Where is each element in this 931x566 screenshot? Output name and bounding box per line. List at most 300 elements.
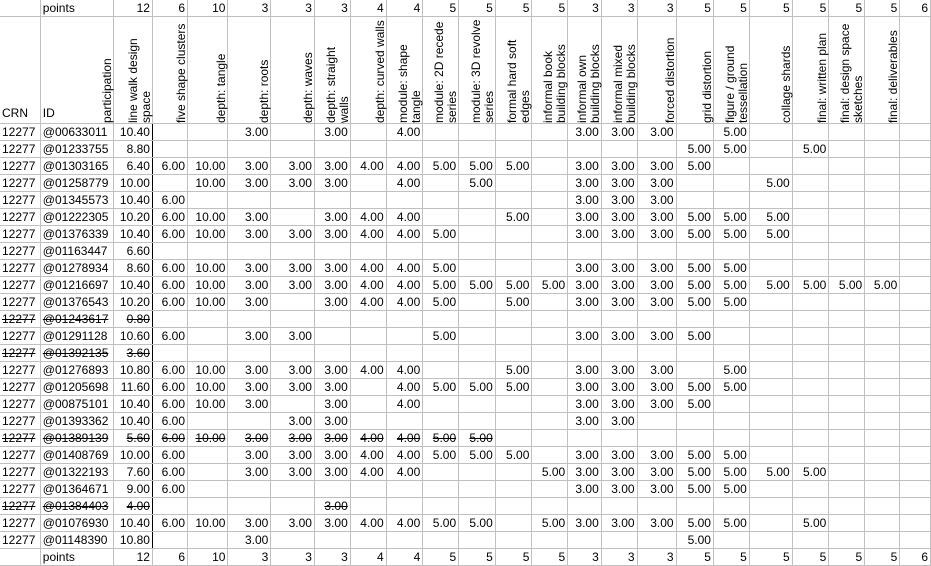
score-cell[interactable]: 4.00 (350, 226, 386, 243)
score-cell[interactable]: 3.00 (637, 379, 676, 396)
score-cell[interactable]: 10.40 (114, 515, 153, 532)
score-cell[interactable]: 10.00 (188, 396, 228, 413)
score-cell[interactable]: 5.00 (865, 277, 900, 294)
score-cell[interactable] (829, 226, 865, 243)
points-value[interactable]: 5 (495, 0, 532, 17)
score-cell[interactable] (792, 260, 829, 277)
score-cell[interactable]: 0.80 (114, 311, 153, 328)
points-value[interactable]: 4 (350, 0, 386, 17)
score-cell[interactable] (386, 345, 423, 362)
score-cell[interactable]: 10.20 (114, 209, 153, 226)
score-cell[interactable]: 6.00 (152, 430, 187, 447)
score-cell[interactable] (495, 260, 532, 277)
score-cell[interactable]: 5.00 (676, 515, 713, 532)
score-cell[interactable]: 3.00 (568, 158, 602, 175)
score-cell[interactable]: 6.00 (152, 328, 187, 345)
points-value[interactable]: 5 (749, 549, 792, 566)
score-cell[interactable] (900, 464, 931, 481)
score-cell[interactable] (676, 498, 713, 515)
crn-cell[interactable]: 12277 (0, 447, 40, 464)
score-cell[interactable]: 5.00 (792, 515, 829, 532)
score-cell[interactable]: 3.00 (601, 464, 637, 481)
score-cell[interactable]: 3.00 (568, 209, 602, 226)
score-cell[interactable] (676, 430, 713, 447)
score-cell[interactable] (749, 532, 792, 549)
score-cell[interactable] (568, 430, 602, 447)
score-cell[interactable] (792, 532, 829, 549)
score-cell[interactable] (749, 158, 792, 175)
score-cell[interactable]: 5.00 (676, 447, 713, 464)
score-cell[interactable] (568, 345, 602, 362)
score-cell[interactable]: 3.00 (314, 277, 350, 294)
score-cell[interactable]: 5.00 (423, 430, 459, 447)
score-cell[interactable] (637, 141, 676, 158)
score-cell[interactable] (637, 311, 676, 328)
score-cell[interactable] (865, 294, 900, 311)
crn-cell[interactable]: 12277 (0, 192, 40, 209)
score-cell[interactable] (495, 226, 532, 243)
crn-cell[interactable]: 12277 (0, 294, 40, 311)
points-value[interactable]: 3 (314, 0, 350, 17)
score-cell[interactable]: 3.00 (637, 192, 676, 209)
score-cell[interactable]: 5.00 (713, 226, 749, 243)
student-id-cell[interactable]: @01393362 (40, 413, 113, 430)
score-cell[interactable]: 3.00 (568, 362, 602, 379)
score-cell[interactable] (495, 243, 532, 260)
score-cell[interactable] (386, 328, 423, 345)
score-cell[interactable]: 3.00 (601, 209, 637, 226)
score-cell[interactable]: 5.00 (459, 277, 496, 294)
score-cell[interactable]: 3.00 (314, 124, 350, 141)
score-cell[interactable] (865, 243, 900, 260)
score-cell[interactable]: 5.00 (532, 464, 568, 481)
student-id-cell[interactable]: @00875101 (40, 396, 113, 413)
score-cell[interactable] (900, 447, 931, 464)
score-cell[interactable] (713, 413, 749, 430)
score-cell[interactable]: 4.00 (386, 294, 423, 311)
score-cell[interactable] (792, 226, 829, 243)
score-cell[interactable] (495, 498, 532, 515)
score-cell[interactable] (865, 175, 900, 192)
points-value[interactable]: 3 (601, 0, 637, 17)
score-cell[interactable]: 3.00 (568, 515, 602, 532)
score-cell[interactable] (271, 141, 315, 158)
score-cell[interactable] (900, 158, 931, 175)
score-cell[interactable]: 3.00 (637, 294, 676, 311)
score-cell[interactable]: 3.00 (228, 226, 271, 243)
score-cell[interactable] (865, 192, 900, 209)
score-cell[interactable]: 3.00 (314, 430, 350, 447)
score-cell[interactable] (188, 481, 228, 498)
score-cell[interactable] (271, 209, 315, 226)
score-cell[interactable]: 10.00 (114, 175, 153, 192)
student-id-cell[interactable]: @01345573 (40, 192, 113, 209)
crn-header[interactable]: CRN (0, 17, 40, 124)
score-cell[interactable] (386, 413, 423, 430)
score-cell[interactable] (900, 226, 931, 243)
score-cell[interactable]: 10.00 (188, 379, 228, 396)
score-cell[interactable]: 5.00 (713, 124, 749, 141)
score-cell[interactable]: 3.00 (314, 175, 350, 192)
score-cell[interactable] (152, 175, 187, 192)
score-cell[interactable] (188, 532, 228, 549)
score-cell[interactable] (459, 532, 496, 549)
crn-cell[interactable]: 12277 (0, 515, 40, 532)
score-cell[interactable] (792, 158, 829, 175)
score-cell[interactable]: 3.00 (568, 192, 602, 209)
score-cell[interactable]: 5.00 (713, 294, 749, 311)
score-cell[interactable]: 3.00 (637, 515, 676, 532)
score-cell[interactable] (271, 532, 315, 549)
score-cell[interactable] (532, 124, 568, 141)
score-cell[interactable]: 5.00 (459, 430, 496, 447)
score-cell[interactable] (900, 192, 931, 209)
score-cell[interactable] (495, 396, 532, 413)
score-cell[interactable] (188, 413, 228, 430)
score-cell[interactable] (829, 158, 865, 175)
score-cell[interactable]: 3.00 (601, 260, 637, 277)
score-cell[interactable] (532, 498, 568, 515)
score-cell[interactable]: 10.40 (114, 192, 153, 209)
score-cell[interactable]: 3.00 (228, 430, 271, 447)
points-label[interactable]: points (40, 549, 113, 566)
crn-cell[interactable]: 12277 (0, 498, 40, 515)
score-cell[interactable] (423, 175, 459, 192)
score-cell[interactable] (749, 396, 792, 413)
score-cell[interactable] (568, 311, 602, 328)
score-cell[interactable] (459, 311, 496, 328)
score-cell[interactable]: 6.00 (152, 396, 187, 413)
score-cell[interactable]: 3.00 (271, 362, 315, 379)
score-cell[interactable]: 5.00 (713, 379, 749, 396)
score-cell[interactable]: 5.00 (495, 294, 532, 311)
score-cell[interactable]: 5.00 (423, 277, 459, 294)
score-cell[interactable]: 3.00 (228, 532, 271, 549)
score-cell[interactable] (792, 498, 829, 515)
score-cell[interactable] (865, 430, 900, 447)
score-cell[interactable] (676, 124, 713, 141)
score-cell[interactable]: 3.00 (228, 209, 271, 226)
score-cell[interactable] (386, 311, 423, 328)
score-cell[interactable]: 4.00 (386, 447, 423, 464)
points-value[interactable]: 5 (792, 549, 829, 566)
id-header[interactable]: ID (40, 17, 113, 124)
score-cell[interactable] (713, 532, 749, 549)
crn-cell[interactable]: 12277 (0, 226, 40, 243)
score-cell[interactable] (423, 498, 459, 515)
score-cell[interactable] (676, 413, 713, 430)
score-cell[interactable] (829, 515, 865, 532)
score-cell[interactable] (792, 362, 829, 379)
score-cell[interactable] (152, 243, 187, 260)
score-cell[interactable]: 6.00 (152, 209, 187, 226)
score-cell[interactable] (900, 209, 931, 226)
score-cell[interactable] (749, 430, 792, 447)
student-id-cell[interactable]: @01376339 (40, 226, 113, 243)
score-cell[interactable]: 6.00 (152, 379, 187, 396)
score-cell[interactable]: 5.00 (495, 447, 532, 464)
score-cell[interactable] (271, 243, 315, 260)
score-cell[interactable] (601, 430, 637, 447)
points-label[interactable]: points (40, 0, 113, 17)
score-cell[interactable] (637, 498, 676, 515)
score-cell[interactable] (713, 345, 749, 362)
score-cell[interactable] (676, 362, 713, 379)
points-value[interactable]: 5 (865, 549, 900, 566)
score-cell[interactable]: 3.00 (637, 209, 676, 226)
score-cell[interactable]: 3.00 (637, 226, 676, 243)
score-cell[interactable] (423, 209, 459, 226)
student-id-cell[interactable]: @01243617 (40, 311, 113, 328)
points-value[interactable]: 12 (114, 0, 153, 17)
score-cell[interactable]: 3.00 (568, 481, 602, 498)
score-cell[interactable] (271, 396, 315, 413)
score-cell[interactable] (676, 243, 713, 260)
score-cell[interactable]: 3.00 (314, 294, 350, 311)
score-cell[interactable]: 3.00 (568, 379, 602, 396)
score-cell[interactable] (792, 175, 829, 192)
score-cell[interactable] (386, 481, 423, 498)
score-cell[interactable] (314, 328, 350, 345)
score-cell[interactable] (900, 362, 931, 379)
score-cell[interactable] (713, 311, 749, 328)
score-cell[interactable] (350, 481, 386, 498)
points-value[interactable]: 5 (829, 0, 865, 17)
points-value[interactable]: 5 (532, 549, 568, 566)
score-cell[interactable] (792, 294, 829, 311)
score-cell[interactable] (749, 447, 792, 464)
score-cell[interactable]: 3.00 (314, 413, 350, 430)
score-cell[interactable] (749, 413, 792, 430)
score-cell[interactable] (829, 294, 865, 311)
score-cell[interactable] (749, 260, 792, 277)
score-cell[interactable] (601, 243, 637, 260)
score-cell[interactable] (676, 192, 713, 209)
score-cell[interactable]: 4.00 (386, 209, 423, 226)
score-cell[interactable]: 7.60 (114, 464, 153, 481)
score-cell[interactable]: 3.00 (601, 158, 637, 175)
score-cell[interactable]: 5.00 (713, 209, 749, 226)
score-cell[interactable]: 3.00 (637, 277, 676, 294)
score-cell[interactable]: 3.00 (601, 175, 637, 192)
score-cell[interactable] (314, 141, 350, 158)
score-cell[interactable]: 4.00 (350, 362, 386, 379)
score-cell[interactable]: 3.00 (568, 175, 602, 192)
score-cell[interactable]: 3.00 (314, 396, 350, 413)
score-cell[interactable] (350, 532, 386, 549)
score-cell[interactable]: 5.00 (459, 447, 496, 464)
score-cell[interactable]: 6.60 (114, 243, 153, 260)
student-id-cell[interactable]: @00633011 (40, 124, 113, 141)
score-cell[interactable]: 10.80 (114, 362, 153, 379)
score-cell[interactable]: 3.00 (228, 328, 271, 345)
score-cell[interactable] (749, 294, 792, 311)
score-cell[interactable] (152, 311, 187, 328)
points-value[interactable]: 3 (637, 549, 676, 566)
score-cell[interactable] (228, 311, 271, 328)
score-cell[interactable] (495, 430, 532, 447)
score-cell[interactable]: 3.00 (314, 515, 350, 532)
score-cell[interactable] (532, 294, 568, 311)
score-cell[interactable] (713, 328, 749, 345)
score-cell[interactable]: 5.00 (676, 328, 713, 345)
student-id-cell[interactable]: @01076930 (40, 515, 113, 532)
score-cell[interactable] (900, 294, 931, 311)
points-value[interactable]: 6 (152, 0, 187, 17)
score-cell[interactable] (188, 124, 228, 141)
points-value[interactable]: 10 (188, 0, 228, 17)
score-cell[interactable]: 5.00 (676, 226, 713, 243)
score-cell[interactable] (459, 413, 496, 430)
score-cell[interactable] (749, 141, 792, 158)
score-cell[interactable] (386, 243, 423, 260)
points-value[interactable]: 5 (495, 549, 532, 566)
score-cell[interactable]: 3.00 (271, 226, 315, 243)
points-value[interactable]: 5 (532, 0, 568, 17)
score-cell[interactable]: 5.00 (676, 158, 713, 175)
score-cell[interactable]: 5.00 (713, 260, 749, 277)
score-cell[interactable] (459, 124, 496, 141)
score-cell[interactable] (900, 141, 931, 158)
score-cell[interactable] (637, 345, 676, 362)
score-cell[interactable]: 3.00 (228, 396, 271, 413)
score-cell[interactable]: 5.00 (532, 277, 568, 294)
score-cell[interactable]: 4.00 (386, 226, 423, 243)
score-cell[interactable]: 5.00 (713, 481, 749, 498)
score-cell[interactable] (350, 124, 386, 141)
score-cell[interactable]: 10.00 (188, 515, 228, 532)
score-cell[interactable]: 5.00 (495, 158, 532, 175)
score-cell[interactable]: 5.00 (676, 379, 713, 396)
score-cell[interactable] (228, 192, 271, 209)
points-value[interactable]: 5 (676, 549, 713, 566)
score-cell[interactable]: 3.00 (568, 260, 602, 277)
score-cell[interactable] (532, 175, 568, 192)
score-cell[interactable]: 3.00 (228, 260, 271, 277)
points-value[interactable]: 3 (601, 549, 637, 566)
score-cell[interactable] (900, 311, 931, 328)
score-cell[interactable]: 3.00 (568, 277, 602, 294)
score-cell[interactable] (386, 498, 423, 515)
score-cell[interactable] (423, 532, 459, 549)
score-cell[interactable] (865, 141, 900, 158)
score-cell[interactable]: 5.60 (114, 430, 153, 447)
score-cell[interactable] (637, 413, 676, 430)
points-value[interactable]: 3 (314, 549, 350, 566)
score-cell[interactable] (271, 498, 315, 515)
score-cell[interactable] (423, 141, 459, 158)
score-cell[interactable] (900, 532, 931, 549)
score-cell[interactable]: 5.00 (713, 362, 749, 379)
score-cell[interactable]: 5.00 (676, 532, 713, 549)
score-cell[interactable] (865, 396, 900, 413)
score-cell[interactable]: 3.00 (314, 209, 350, 226)
score-cell[interactable]: 5.00 (459, 379, 496, 396)
score-cell[interactable] (749, 311, 792, 328)
score-cell[interactable]: 4.00 (350, 430, 386, 447)
score-cell[interactable] (188, 345, 228, 362)
score-cell[interactable] (865, 464, 900, 481)
score-cell[interactable]: 6.00 (152, 413, 187, 430)
score-cell[interactable] (495, 175, 532, 192)
student-id-cell[interactable]: @01258779 (40, 175, 113, 192)
score-cell[interactable] (495, 124, 532, 141)
score-cell[interactable] (601, 311, 637, 328)
score-cell[interactable]: 3.00 (271, 464, 315, 481)
score-cell[interactable]: 3.00 (568, 226, 602, 243)
score-cell[interactable] (713, 498, 749, 515)
score-cell[interactable] (865, 260, 900, 277)
score-cell[interactable] (792, 430, 829, 447)
score-cell[interactable] (749, 243, 792, 260)
score-cell[interactable] (900, 175, 931, 192)
score-cell[interactable] (829, 379, 865, 396)
score-cell[interactable]: 5.00 (792, 277, 829, 294)
points-value[interactable]: 3 (228, 0, 271, 17)
student-id-cell[interactable]: @01233755 (40, 141, 113, 158)
crn-cell[interactable]: 12277 (0, 175, 40, 192)
score-cell[interactable] (350, 328, 386, 345)
column-header[interactable] (886, 17, 931, 124)
score-cell[interactable] (152, 141, 187, 158)
score-cell[interactable] (749, 481, 792, 498)
score-cell[interactable] (532, 345, 568, 362)
score-cell[interactable] (792, 345, 829, 362)
score-cell[interactable] (188, 141, 228, 158)
score-cell[interactable]: 3.00 (314, 379, 350, 396)
score-cell[interactable]: 3.00 (568, 413, 602, 430)
score-cell[interactable]: 5.00 (713, 277, 749, 294)
score-cell[interactable] (792, 124, 829, 141)
score-cell[interactable]: 3.00 (637, 481, 676, 498)
score-cell[interactable]: 6.00 (152, 294, 187, 311)
score-cell[interactable] (495, 141, 532, 158)
score-cell[interactable] (386, 192, 423, 209)
score-cell[interactable]: 6.40 (114, 158, 153, 175)
score-cell[interactable] (713, 175, 749, 192)
crn-cell[interactable]: 12277 (0, 430, 40, 447)
score-cell[interactable]: 8.60 (114, 260, 153, 277)
points-value[interactable]: 5 (792, 0, 829, 17)
score-cell[interactable]: 3.00 (271, 260, 315, 277)
score-cell[interactable]: 10.40 (114, 396, 153, 413)
score-cell[interactable] (865, 328, 900, 345)
score-cell[interactable] (865, 158, 900, 175)
score-cell[interactable]: 3.00 (314, 464, 350, 481)
score-cell[interactable] (900, 345, 931, 362)
score-cell[interactable] (495, 413, 532, 430)
points-value[interactable]: 3 (637, 0, 676, 17)
student-id-cell[interactable]: @01163447 (40, 243, 113, 260)
score-cell[interactable]: 3.00 (314, 158, 350, 175)
student-id-cell[interactable]: @01322193 (40, 464, 113, 481)
score-cell[interactable] (314, 481, 350, 498)
score-cell[interactable]: 4.00 (386, 277, 423, 294)
score-cell[interactable] (865, 124, 900, 141)
score-cell[interactable]: 10.40 (114, 277, 153, 294)
score-cell[interactable]: 5.00 (459, 158, 496, 175)
score-cell[interactable]: 6.00 (152, 447, 187, 464)
score-cell[interactable] (829, 209, 865, 226)
score-cell[interactable] (568, 243, 602, 260)
score-cell[interactable]: 10.80 (114, 532, 153, 549)
score-cell[interactable] (792, 209, 829, 226)
score-cell[interactable]: 4.00 (350, 209, 386, 226)
crn-cell[interactable]: 12277 (0, 260, 40, 277)
score-cell[interactable] (865, 532, 900, 549)
score-cell[interactable] (792, 328, 829, 345)
points-value[interactable]: 12 (114, 549, 153, 566)
